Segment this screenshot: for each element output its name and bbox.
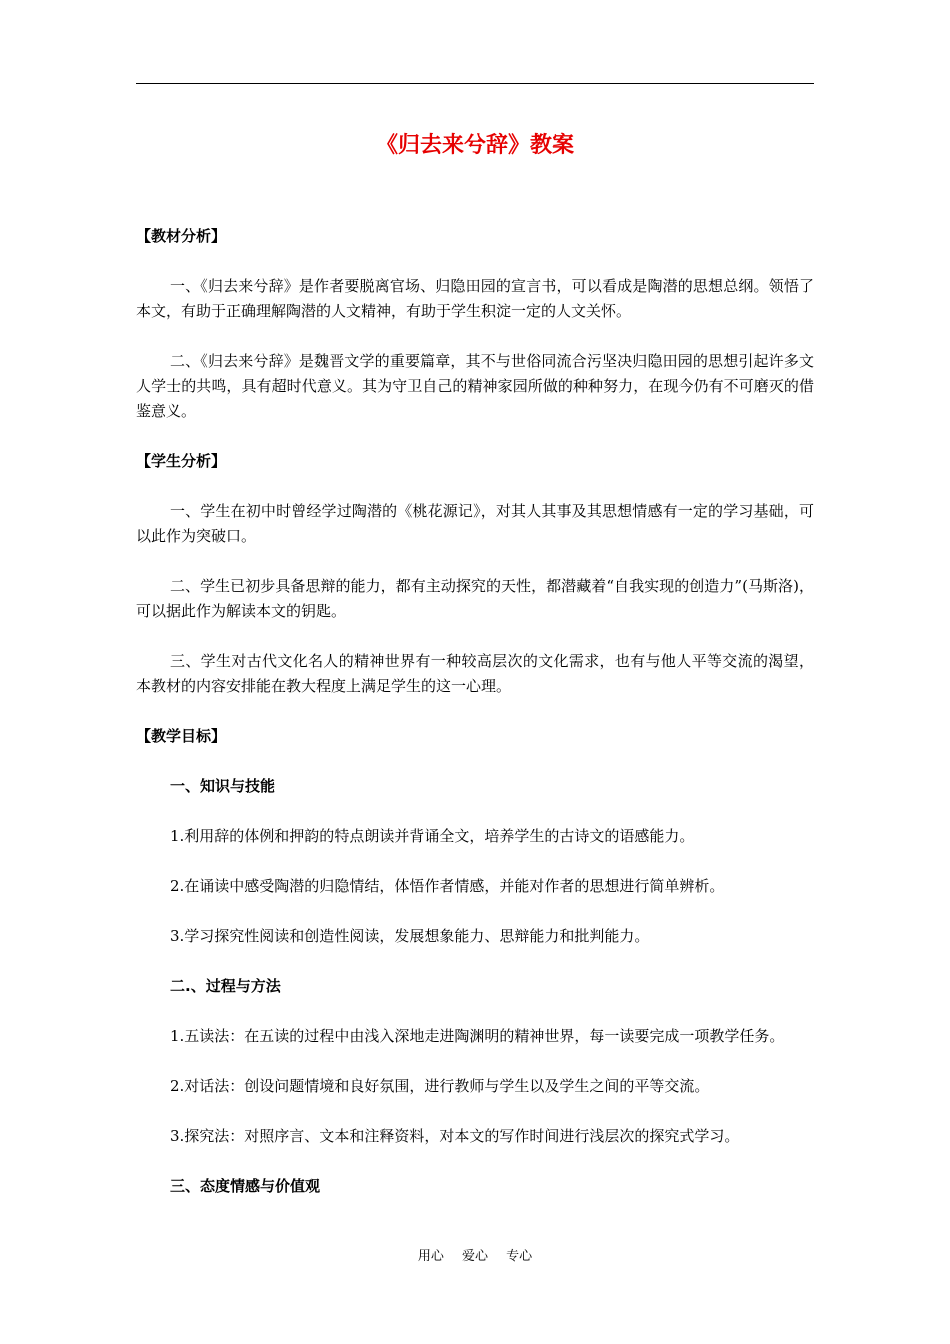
section-textbook-analysis	[136, 224, 814, 449]
paragraph: 2.在诵读中感受陶潜的归隐情结，体悟作者情感，并能对作者的思想进行简单辨析。	[170, 877, 725, 895]
section-teaching-objectives	[136, 724, 814, 1199]
subsection-heading: 二.、过程与方法	[170, 977, 281, 995]
paragraph: 二、《归去来兮辞》是魏晋文学的重要篇章，其不与世俗同流合污坚决归隐田园的思想引起许多文人学士的共鸣，具有超时代意义。其为守卫自己的精神家园所做的种种努力，在现今仍有不可磨灭的借鉴意义。	[136, 352, 814, 420]
section-student-analysis	[136, 449, 814, 724]
paragraph: 一、《归去来兮辞》是作者要脱离官场、归隐田园的宣言书，可以看成是陶潜的思想总纲。领悟了本文，有助于正确理解陶潜的人文精神，有助于学生积淀一定的人文关怀。	[136, 277, 814, 320]
paragraph: 1.五读法：在五读的过程中由浅入深地走进陶渊明的精神世界，每一读要完成一项教学任务。	[170, 1027, 785, 1045]
paragraph: 1.利用辞的体例和押韵的特点朗读并背诵全文，培养学生的古诗文的语感能力。	[170, 827, 695, 845]
paragraph: 2.对话法：创设问题情境和良好氛围，进行教师与学生以及学生之间的平等交流。	[170, 1077, 710, 1095]
document-body	[136, 224, 814, 1199]
section-heading: 【学生分析】	[136, 452, 227, 470]
subsection-heading: 三、态度情感与价值观	[170, 1177, 321, 1195]
paragraph: 3.探究法：对照序言、文本和注释资料，对本文的写作时间进行浅层次的探究式学习。	[170, 1127, 740, 1145]
paragraph: 一、学生在初中时曾经学过陶潜的《桃花源记》，对其人其事及其思想情感有一定的学习基础，可以此作为突破口。	[136, 502, 814, 545]
page-footer: 用心 爱心 专心	[417, 1249, 533, 1264]
subsection-heading: 一、知识与技能	[170, 777, 276, 795]
section-heading: 【教材分析】	[136, 227, 227, 245]
document-title: 《归去来兮辞》教案	[375, 133, 574, 158]
paragraph: 3.学习探究性阅读和创造性阅读，发展想象能力、思辩能力和批判能力。	[170, 927, 650, 945]
section-heading: 【教学目标】	[136, 727, 227, 745]
header-rule	[136, 83, 814, 84]
paragraph: 三、学生对古代文化名人的精神世界有一种较高层次的文化需求，也有与他人平等交流的渴望，本教材的内容安排能在教大程度上满足学生的这一心理。	[136, 652, 814, 695]
paragraph: 二、学生已初步具备思辩的能力，都有主动探究的天性，都潜藏着“自我实现的创造力”(马斯洛)，可以据此作为解读本文的钥匙。	[136, 577, 814, 620]
